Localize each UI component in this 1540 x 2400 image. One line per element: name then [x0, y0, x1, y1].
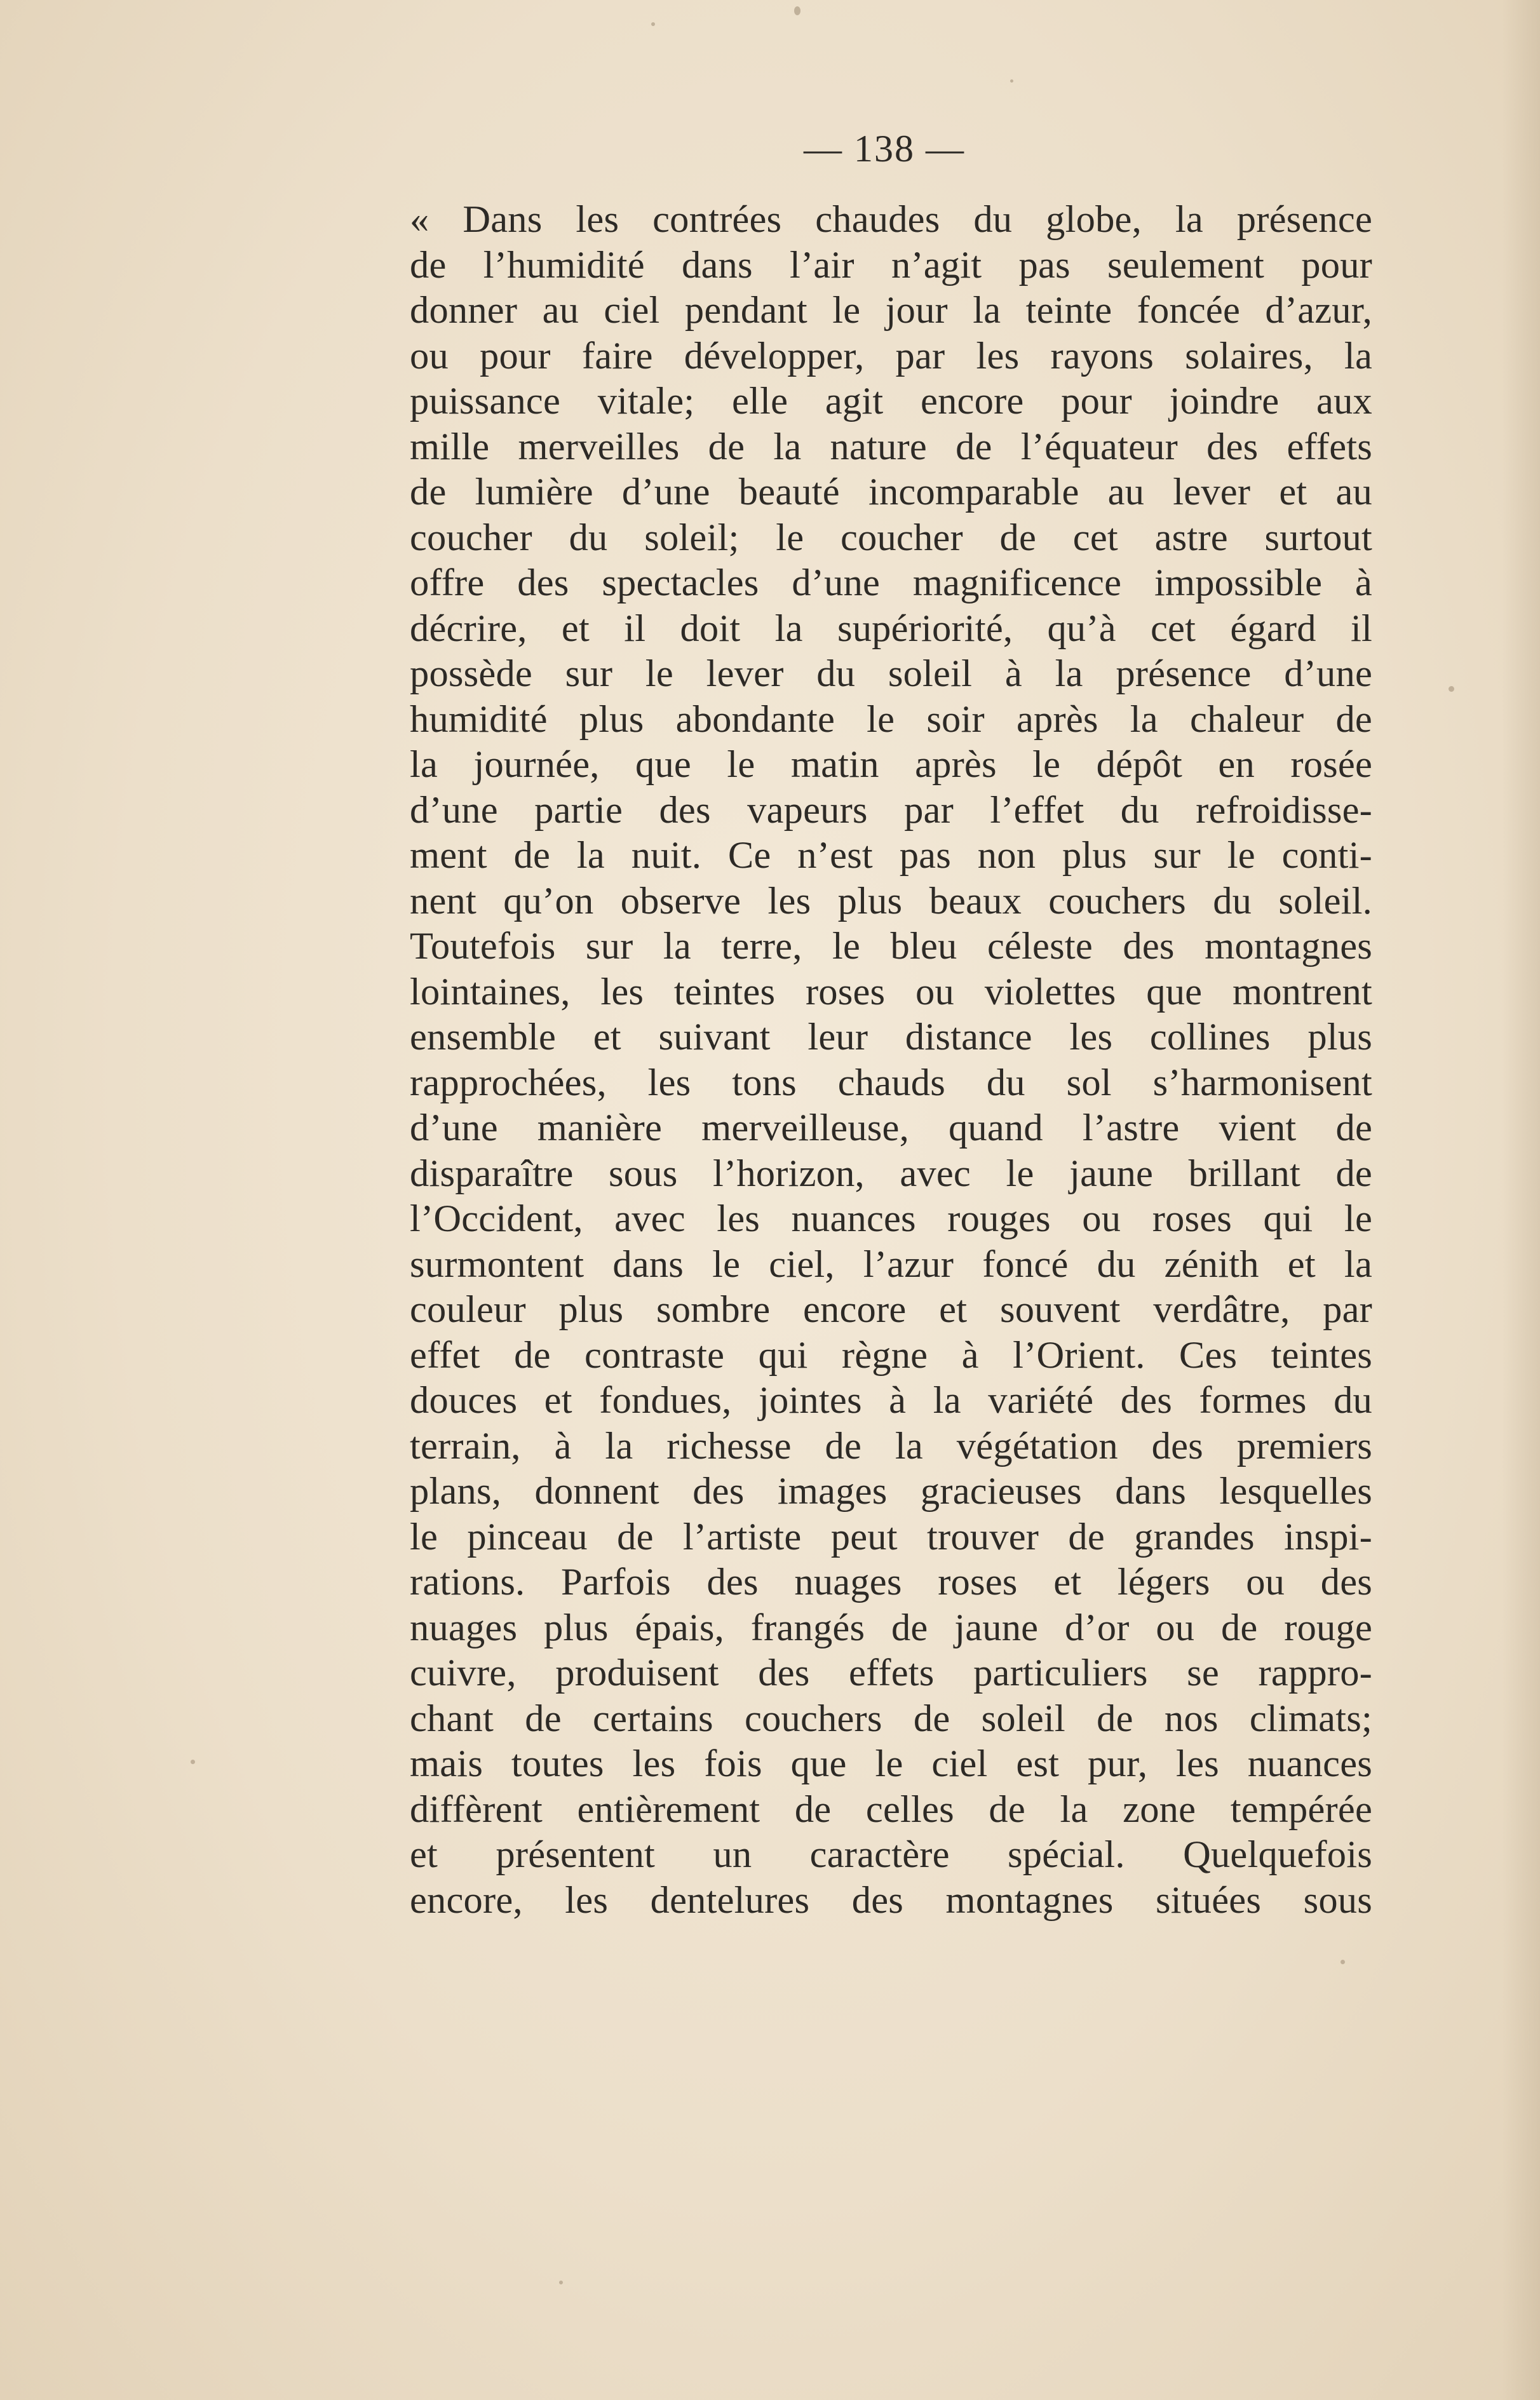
text-line: de lumière d’une beauté incomparable au lever et au: [410, 471, 1372, 513]
text-line: décrire, et il doit la supériorité, qu’à cet égard il: [410, 607, 1372, 650]
text-line: disparaître sous l’horizon, avec le jaune brillant de: [410, 1152, 1372, 1195]
text-line: lointaines, les teintes roses ou violettes que montrent: [410, 970, 1372, 1013]
text-line: d’une manière merveilleuse, quand l’astre vient de: [410, 1107, 1372, 1149]
text-line: le pinceau de l’artiste peut trouver de grandes inspi-: [410, 1515, 1372, 1558]
paper-speck: [1449, 686, 1454, 692]
text-line: couleur plus sombre encore et souvent verdâtre, par: [410, 1288, 1372, 1331]
text-line: « Dans les contrées chaudes du globe, la présence: [410, 198, 1372, 241]
text-line: surmontent dans le ciel, l’azur foncé du zénith et la: [410, 1243, 1372, 1286]
text-line: l’Occident, avec les nuances rouges ou roses qui le: [410, 1197, 1372, 1240]
text-line: ou pour faire développer, par les rayons solaires, la: [410, 334, 1372, 377]
text-line: mais toutes les fois que le ciel est pur, les nuances: [410, 1743, 1372, 1785]
paper-speck: [1341, 1960, 1345, 1964]
text-line: nent qu’on observe les plus beaux couchers du soleil.: [410, 879, 1372, 922]
text-line: puissance vitale; elle agit encore pour joindre aux: [410, 380, 1372, 422]
text-line: donner au ciel pendant le jour la teinte foncée d’azur,: [410, 289, 1372, 332]
page-number: — 138 —: [804, 128, 965, 170]
paper-speck: [794, 6, 800, 15]
text-line: nuages plus épais, frangés de jaune d’or ou de rouge: [410, 1606, 1372, 1649]
text-line: effet de contraste qui règne à l’Orient. Ces teintes: [410, 1333, 1372, 1377]
text-line: douces et fondues, jointes à la variété des formes du: [410, 1379, 1372, 1422]
text-line: possède sur le lever du soleil à la présence d’une: [410, 652, 1372, 695]
body-text: [410, 197, 1372, 1923]
text-line: offre des spectacles d’une magnificence impossible à: [410, 562, 1372, 604]
paper-speck: [191, 1760, 195, 1764]
text-line: chant de certains couchers de soleil de nos climats;: [410, 1697, 1372, 1740]
text-line: mille merveilles de la nature de l’équateur des effets: [410, 425, 1372, 468]
text-line: encore, les dentelures des montagnes situées sous: [410, 1878, 1372, 1922]
paper-speck: [1010, 79, 1013, 83]
paper-speck: [559, 2281, 563, 2284]
text-line: la journée, que le matin après le dépôt en rosée: [410, 743, 1372, 786]
text-line: humidité plus abondante le soir après la chaleur de: [410, 698, 1372, 741]
text-line: Toutefois sur la terre, le bleu céleste des montagnes: [410, 925, 1372, 967]
paper-speck: [651, 22, 655, 26]
text-line: plans, donnent des images gracieuses dans lesquelles: [410, 1470, 1372, 1513]
text-line: rapprochées, les tons chauds du sol s’harmonisent: [410, 1061, 1372, 1104]
text-line: rations. Parfois des nuages roses et légers ou des: [410, 1561, 1372, 1603]
text-line: de l’humidité dans l’air n’agit pas seulement pour: [410, 243, 1372, 287]
text-line: ment de la nuit. Ce n’est pas non plus sur le conti-: [410, 834, 1372, 877]
text-line: coucher du soleil; le coucher de cet astre surtout: [410, 516, 1372, 559]
text-line: terrain, à la richesse de la végétation des premiers: [410, 1424, 1372, 1467]
text-line: diffèrent entièrement de celles de la zone tempérée: [410, 1788, 1372, 1831]
text-line: d’une partie des vapeurs par l’effet du refroidisse-: [410, 788, 1372, 832]
text-line: ensemble et suivant leur distance les collines plus: [410, 1016, 1372, 1058]
text-line: et présentent un caractère spécial. Quelquefois: [410, 1833, 1372, 1876]
page-edge-shadow: [1502, 0, 1540, 2400]
text-line: cuivre, produisent des effets particuliers se rappro-: [410, 1652, 1372, 1694]
